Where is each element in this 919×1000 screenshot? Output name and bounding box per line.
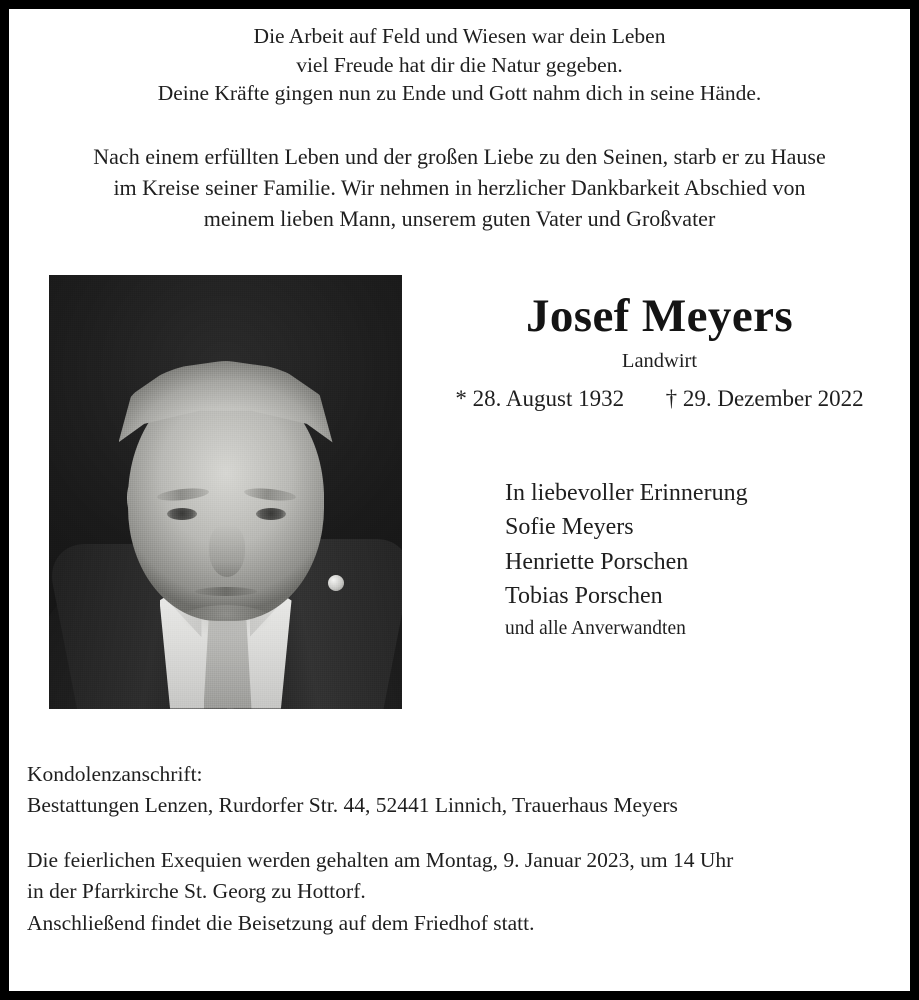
death-date: 29. Dezember 2022 <box>682 385 864 411</box>
portrait-photo <box>49 275 402 709</box>
verse-line-1: Die Arbeit auf Feld und Wiesen war dein Leben <box>253 24 666 48</box>
mourners-heading: In liebevoller Erinnerung <box>505 479 748 506</box>
service-line-2: in der Pfarrkirche St. Georg zu Hottorf. <box>27 879 366 903</box>
mourners-list <box>419 476 900 644</box>
announcement-line-3: meinem lieben Mann, unserem guten Vater und Großvater <box>203 205 716 231</box>
announcement-line-1: Nach einem erfüllten Leben und der großen Liebe zu den Seinen, starb er zu Hause <box>93 143 826 169</box>
mourner-name-1: Sofie Meyers <box>505 514 634 540</box>
announcement-line-2: im Kreise seiner Familie. Wir nehmen in herzlicher Dankbarkeit Abschied von <box>113 174 806 200</box>
birth-symbol: * <box>455 385 467 411</box>
service-line-3: Anschließend findet die Beisetzung auf dem Friedhof statt. <box>27 910 535 935</box>
life-dates <box>419 384 900 414</box>
birth-date: 28. August 1932 <box>472 385 625 411</box>
deceased-occupation: Landwirt <box>621 349 698 372</box>
announcement-paragraph <box>9 141 910 234</box>
service-line-1: Die feierlichen Exequien werden gehalten am Montag, 9. Januar 2023, um 14 Uhr <box>27 847 734 872</box>
death-symbol: † <box>665 385 678 411</box>
mourner-name-2: Henriette Porschen <box>505 548 689 575</box>
deceased-name: Josef Meyers <box>525 289 794 342</box>
portrait-and-details-region <box>9 234 910 699</box>
condolence-block <box>27 759 910 822</box>
condolence-address: Bestattungen Lenzen, Rurdorfer Str. 44, 52441 Linnich, Trauerhaus Meyers <box>27 793 678 817</box>
verse-line-2: viel Freude hat dir die Natur gegeben. <box>296 52 623 77</box>
mourner-name-3: Tobias Porschen <box>505 583 663 609</box>
verse-line-3: Deine Kräfte gingen nun zu Ende und Gott nahm dich in seine Hände. <box>157 81 762 105</box>
condolence-label: Kondolenzanschrift: <box>27 761 203 786</box>
service-block <box>27 845 910 940</box>
portrait-halftone-grain <box>49 275 402 709</box>
mourners-closing: und alle Anverwandten <box>505 617 686 639</box>
memorial-verse <box>9 22 910 108</box>
details-column <box>419 234 900 699</box>
footer-information <box>9 759 910 940</box>
